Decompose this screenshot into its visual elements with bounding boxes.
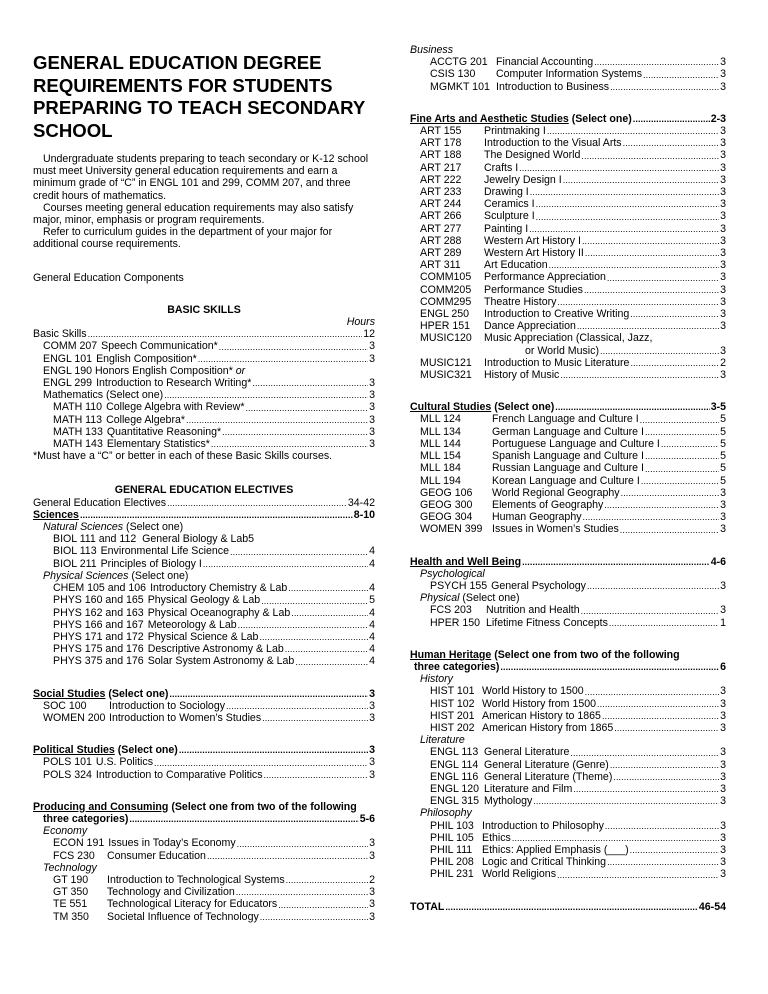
course-row xyxy=(410,271,726,283)
course-row: MUSIC120 Music Appreciation (Classical, Jazz, xyxy=(420,332,653,345)
course-code: MLL 124 xyxy=(420,413,461,426)
course-row: ECON 191 Issues in Today’s Economy . . . 3 xyxy=(33,837,375,849)
course-code: ENGL 116 xyxy=(430,770,479,783)
course-title: World Regional Geography xyxy=(492,486,620,499)
course-row: MATH 143 Elementary Statistics* . . . 3 xyxy=(33,438,375,450)
course-code: ENGL 114 xyxy=(430,758,479,771)
course-code: ART 289 xyxy=(420,247,462,260)
course-title: Introduction to Creative Writing xyxy=(484,308,630,321)
course-row xyxy=(410,844,726,856)
course-row: WOMEN 200 Introduction to Women’s Studies . . . 3 xyxy=(33,712,375,724)
course-row xyxy=(410,186,726,198)
course-row xyxy=(410,698,726,710)
course-code: MLL 134 xyxy=(420,425,461,438)
course-title: Introduction to Philosophy xyxy=(482,819,604,832)
course-row: GT 190 Introduction to Technological Systems . . . 2 xyxy=(33,874,375,886)
cultural-studies-total: Cultural Studies (Select one) . . . 3-5 xyxy=(410,401,726,413)
course-row xyxy=(410,868,726,880)
course-row: GT 350 Technology and Civilization . . . 3 xyxy=(33,886,375,898)
course-row xyxy=(410,487,726,499)
fine-arts-total: Fine Arts and Aesthetic Studies (Select one) . . . 2-3 xyxy=(410,113,726,125)
course-row: TM 350 Societal Influence of Technology . . . 3 xyxy=(33,911,375,923)
course-title: World Religions xyxy=(482,868,556,881)
course-title: Sculpture I xyxy=(484,210,535,223)
total-row: TOTAL . . . 46-54 xyxy=(410,901,726,913)
course-row xyxy=(410,198,726,210)
course-row: MATH 133 Quantitative Reasoning* . . . 3 xyxy=(33,426,375,438)
course-hours: 3 xyxy=(720,709,726,722)
components-label: General Education Components xyxy=(33,271,184,284)
course-hours: 3 xyxy=(720,856,726,869)
course-row xyxy=(410,149,726,161)
course-row xyxy=(410,162,726,174)
course-code: HIST 102 xyxy=(430,697,475,710)
course-hours: 3 xyxy=(720,685,726,698)
basic-skills-note: *Must have a “C” or better in each of these Basic Skills courses. xyxy=(33,450,333,463)
course-title: Literature and Film xyxy=(484,782,573,795)
course-code: PHIL 105 xyxy=(430,831,474,844)
course-row xyxy=(410,235,726,247)
course-code: GEOG 300 xyxy=(420,498,473,511)
course-row xyxy=(410,856,726,868)
course-code: ART 188 xyxy=(420,149,462,162)
course-code: ART 178 xyxy=(420,137,462,150)
course-row: ACCTG 201 Financial Accounting . . . 3 xyxy=(410,56,726,68)
course-row xyxy=(410,783,726,795)
course-row: MUSIC121 Introduction to Music Literature . . . 2 xyxy=(410,357,726,369)
course-row xyxy=(410,771,726,783)
course-hours: 3 xyxy=(720,795,726,808)
course-row xyxy=(410,450,726,462)
course-code: ART 217 xyxy=(420,161,462,174)
course-row xyxy=(410,438,726,450)
course-hours: 5 xyxy=(720,437,726,450)
course-code: HPER 151 xyxy=(420,320,471,333)
natural-sciences-label: Natural Sciences (Select one) xyxy=(43,521,184,534)
economy-label: Economy xyxy=(43,825,88,838)
psychological-label: Psychological xyxy=(420,567,485,580)
course-row xyxy=(410,247,726,259)
course-title: Performance Appreciation xyxy=(484,271,606,284)
course-row: PHYS 175 and 176 Descriptive Astronomy & Lab . . . 4 xyxy=(33,643,375,655)
course-hours: 3 xyxy=(720,523,726,536)
course-title: General Literature (Theme) xyxy=(484,770,613,783)
course-row-continued: or World Music) . . . 3 xyxy=(410,345,726,357)
course-row: MUSIC321 History of Music . . . 3 xyxy=(410,369,726,381)
course-title: Mythology xyxy=(484,795,533,808)
course-row xyxy=(410,523,726,535)
literature-list xyxy=(410,746,726,807)
course-title: Jewelry Design I xyxy=(484,173,562,186)
course-hours: 5 xyxy=(720,474,726,487)
course-hours: 3 xyxy=(720,308,726,321)
course-title: Theatre History xyxy=(484,295,557,308)
technology-label: Technology xyxy=(43,861,97,874)
course-row: MGMKT 101 Introduction to Business . . . 3 xyxy=(410,81,726,93)
course-row xyxy=(410,685,726,697)
philosophy-list xyxy=(410,820,726,881)
course-row xyxy=(410,820,726,832)
course-row xyxy=(410,137,726,149)
course-hours: 3 xyxy=(720,137,726,150)
social-studies-total: Social Studies (Select one) . . . 3 xyxy=(33,688,375,700)
course-title: French Language and Culture I xyxy=(492,413,639,426)
course-hours: 3 xyxy=(720,320,726,333)
course-code: COMM295 xyxy=(420,295,472,308)
course-row: SOC 100 Introduction to Sociology . . . 3 xyxy=(33,700,375,712)
course-row: BIOL 111 and 112 General Biology & Lab5 xyxy=(53,533,255,546)
course-code: COMM205 xyxy=(420,283,472,296)
course-title: Russian Language and Culture I xyxy=(492,462,644,475)
course-row: PHYS 375 and 176 Solar System Astronomy & Lab . . . 4 xyxy=(33,655,375,667)
intro-paragraph: Refer to curriculum guides in the department of your major for additional course requirements. xyxy=(33,226,333,251)
course-code: GEOG 106 xyxy=(420,486,473,499)
intro-paragraph: Undergraduate students preparing to teach secondary or K-12 school must meet University general education requirements and earn a minimum grade of “C” in ENGL 101 and 299, COMM 207, and three credit hours of mathematics. xyxy=(33,153,369,202)
course-title: Issues in Women’s Studies xyxy=(492,523,619,536)
course-code: HIST 101 xyxy=(430,685,475,698)
course-row: ENGL 299 Introduction to Research Writing* . . . 3 xyxy=(33,377,375,389)
course-hours: 3 xyxy=(720,721,726,734)
course-hours: 3 xyxy=(720,843,726,856)
basic-skills-total: Basic Skills . . . 12 xyxy=(33,328,375,340)
course-code: ENGL 250 xyxy=(420,308,470,321)
course-title: World History from 1500 xyxy=(482,697,597,710)
course-hours: 3 xyxy=(720,259,726,272)
cultural-list xyxy=(410,413,726,535)
course-row: CHEM 105 and 106 Introductory Chemistry & Lab . . . 4 xyxy=(33,582,375,594)
course-code: ART 244 xyxy=(420,198,462,211)
sciences-total: Sciences . . . 8-10 xyxy=(33,509,375,521)
course-row xyxy=(410,125,726,137)
course-row xyxy=(410,746,726,758)
math-total: Mathematics (Select one) . . . 3 xyxy=(33,389,375,401)
course-title: Portuguese Language and Culture I xyxy=(492,437,660,450)
course-row: PHYS 166 and 167 Meteorology & Lab . . . 4 xyxy=(33,619,375,631)
course-title: Crafts I xyxy=(484,161,519,174)
course-row: HPER 150 Lifetime Fitness Concepts . . . 1 xyxy=(410,617,726,629)
right-column xyxy=(410,0,726,913)
course-hours: 3 xyxy=(720,247,726,260)
course-code: HIST 201 xyxy=(430,709,475,722)
course-code: WOMEN 399 xyxy=(420,523,483,536)
course-code: MLL 194 xyxy=(420,474,461,487)
course-row: ENGL 101 English Composition* . . . 3 xyxy=(33,353,375,365)
course-row xyxy=(410,511,726,523)
course-code: MLL 154 xyxy=(420,450,461,463)
course-title: Korean Language and Culture I xyxy=(492,474,640,487)
history-list xyxy=(410,685,726,734)
course-code: GEOG 304 xyxy=(420,511,473,524)
course-hours: 3 xyxy=(720,161,726,174)
hours-label: Hours xyxy=(346,316,375,329)
course-title: Painting I xyxy=(484,222,529,235)
electives-total: General Education Electives . . . 34-42 xyxy=(33,497,375,509)
course-row: BIOL 113 Environmental Life Science . . . 4 xyxy=(33,545,375,557)
course-row xyxy=(410,710,726,722)
course-title: Ethics xyxy=(482,831,511,844)
course-hours: 5 xyxy=(720,462,726,475)
course-code: PHIL 103 xyxy=(430,819,474,832)
course-row xyxy=(410,722,726,734)
course-row: TE 551 Technological Literacy for Educators . . . 3 xyxy=(33,898,375,910)
business-label: Business xyxy=(410,44,453,56)
course-hours: 3 xyxy=(720,746,726,759)
course-code: PHIL 231 xyxy=(430,868,474,881)
course-hours: 3 xyxy=(720,271,726,284)
course-title: General Literature (Genre) xyxy=(484,758,609,771)
course-hours: 3 xyxy=(720,283,726,296)
physical-sciences-label: Physical Sciences (Select one) xyxy=(43,569,189,582)
course-row: PHYS 171 and 172 Physical Science & Lab . . . 4 xyxy=(33,631,375,643)
course-row xyxy=(410,413,726,425)
course-code: COMM105 xyxy=(420,271,472,284)
course-row: BIOL 211 Principles of Biology I . . . 4 xyxy=(33,558,375,570)
course-title: Drawing I xyxy=(484,186,529,199)
course-hours: 5 xyxy=(720,450,726,463)
course-hours: 5 xyxy=(720,413,726,426)
history-label: History xyxy=(420,673,453,686)
page-title: GENERAL EDUCATION DEGREE REQUIREMENTS FOR STUDENTS PREPARING TO TEACH SECONDARY SCHOOL xyxy=(33,52,365,141)
course-row xyxy=(410,475,726,487)
course-code: ART 277 xyxy=(420,222,462,235)
course-title: World History to 1500 xyxy=(482,685,584,698)
political-studies-total: Political Studies (Select one) . . . 3 xyxy=(33,744,375,756)
course-code: ART 288 xyxy=(420,234,462,247)
course-row xyxy=(410,462,726,474)
course-row xyxy=(410,223,726,235)
course-row: MATH 113 College Algebra* . . . 3 xyxy=(33,414,375,426)
course-row: PSYCH 155 General Psychology . . . 3 xyxy=(410,580,726,592)
course-title: Introduction to the Visual Arts xyxy=(484,137,622,150)
course-hours: 3 xyxy=(720,758,726,771)
course-row: MATH 110 College Algebra with Review* . . . 3 xyxy=(33,401,375,413)
course-title: Performance Studies xyxy=(484,283,583,296)
course-hours: 3 xyxy=(720,697,726,710)
fine-arts-list xyxy=(410,125,726,332)
course-hours: 3 xyxy=(720,198,726,211)
course-hours: 3 xyxy=(720,125,726,138)
course-code: ENGL 113 xyxy=(430,746,479,759)
course-hours: 3 xyxy=(720,770,726,783)
course-code: HIST 202 xyxy=(430,721,475,734)
course-row: PHYS 160 and 165 Physical Geology & Lab . . . 5 xyxy=(33,594,375,606)
physical-label: Physical (Select one) xyxy=(420,592,520,605)
course-row: ENGL 190 Honors English Composition* or xyxy=(43,364,246,377)
course-hours: 3 xyxy=(720,210,726,223)
course-code: ART 222 xyxy=(420,173,462,186)
course-code: PHIL 111 xyxy=(430,843,473,856)
course-code: ENGL 120 xyxy=(430,782,480,795)
course-code: PHIL 208 xyxy=(430,856,474,869)
course-code: ART 155 xyxy=(420,125,462,138)
course-code: MLL 184 xyxy=(420,462,461,475)
human-heritage-heading: Human Heritage (Select one from two of the following xyxy=(410,648,680,661)
course-title: Human Geography xyxy=(492,511,582,524)
course-row: POLS 101 U.S. Politics . . . 3 xyxy=(33,756,375,768)
health-total: Health and Well Being . . . 4-6 xyxy=(410,556,726,568)
left-column xyxy=(33,0,375,923)
electives-heading: GENERAL EDUCATION ELECTIVES xyxy=(114,484,294,497)
course-row xyxy=(410,296,726,308)
course-hours: 3 xyxy=(720,222,726,235)
course-title: German Language and Culture I xyxy=(492,425,644,438)
course-title: Printmaking I xyxy=(484,125,546,138)
course-title: Ethics: Applied Emphasis (___) xyxy=(482,843,629,856)
course-hours: 3 xyxy=(720,498,726,511)
course-row xyxy=(410,259,726,271)
course-row: POLS 324 Introduction to Comparative Politics . . . 3 xyxy=(33,769,375,781)
course-row xyxy=(410,284,726,296)
course-row: FCS 203 Nutrition and Health . . . 3 xyxy=(410,604,726,616)
course-row xyxy=(410,499,726,511)
course-code: ART 266 xyxy=(420,210,462,223)
course-title: Art Education xyxy=(484,259,548,272)
producing-consuming-heading: Producing and Consuming (Select one from two of the following xyxy=(33,800,357,813)
course-title: The Designed World xyxy=(484,149,581,162)
course-row: COMM 207 Speech Communication* . . . 3 xyxy=(33,340,375,352)
course-hours: 3 xyxy=(720,868,726,881)
course-row: FCS 230 Consumer Education . . . 3 xyxy=(33,850,375,862)
course-code: ART 311 xyxy=(420,259,461,272)
course-hours: 3 xyxy=(720,486,726,499)
course-hours: 3 xyxy=(720,173,726,186)
course-code: ENGL 315 xyxy=(430,795,480,808)
course-row xyxy=(410,308,726,320)
course-row: CSIS 130 Computer Information Systems . . . 3 xyxy=(410,68,726,80)
course-title: General Literature xyxy=(484,746,570,759)
course-hours: 3 xyxy=(720,295,726,308)
course-hours: 3 xyxy=(720,149,726,162)
course-hours: 5 xyxy=(720,425,726,438)
course-code: ART 233 xyxy=(420,186,462,199)
course-row xyxy=(410,174,726,186)
course-hours: 3 xyxy=(720,186,726,199)
course-title: American History from 1865 xyxy=(482,721,614,734)
course-title: Ceramics I xyxy=(484,198,535,211)
course-title: Dance Appreciation xyxy=(484,320,576,333)
course-hours: 3 xyxy=(720,831,726,844)
course-hours: 3 xyxy=(720,782,726,795)
course-hours: 3 xyxy=(720,511,726,524)
course-row xyxy=(410,210,726,222)
course-title: Elements of Geography xyxy=(492,498,604,511)
course-hours: 3 xyxy=(720,234,726,247)
course-row xyxy=(410,832,726,844)
human-heritage-total: three categories) . . . 6 xyxy=(410,661,726,673)
course-title: Spanish Language and Culture I xyxy=(492,450,644,463)
basic-skills-heading: BASIC SKILLS xyxy=(167,303,241,316)
course-title: American History to 1865 xyxy=(482,709,601,722)
intro-paragraph: Courses meeting general education requirements may also satisfy major, minor, emphasis or program requirements. xyxy=(33,201,354,227)
course-title: Western Art History I xyxy=(484,234,581,247)
course-title: Western Art History II xyxy=(484,247,584,260)
producing-consuming-total: three categories) . . . 5-6 xyxy=(33,813,375,825)
course-code: MLL 144 xyxy=(420,437,461,450)
course-row xyxy=(410,320,726,332)
course-hours: 3 xyxy=(720,819,726,832)
course-title: Logic and Critical Thinking xyxy=(482,856,607,869)
course-row xyxy=(410,795,726,807)
course-row: PHYS 162 and 163 Physical Oceanography & Lab . . . 4 xyxy=(33,607,375,619)
literature-label: Literature xyxy=(420,734,465,747)
course-row xyxy=(410,426,726,438)
course-row xyxy=(410,759,726,771)
philosophy-label: Philosophy xyxy=(420,807,472,820)
